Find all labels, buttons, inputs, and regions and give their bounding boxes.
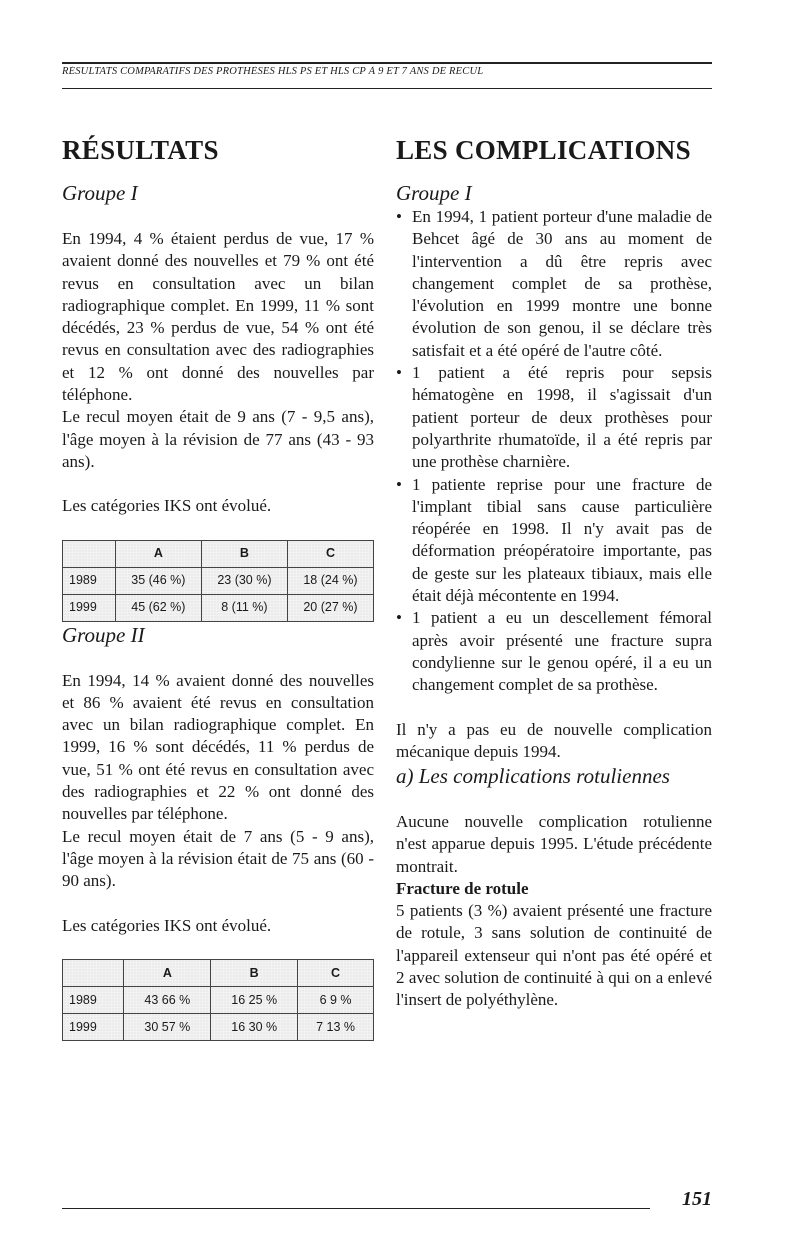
group1-paragraph-2: Le recul moyen était de 9 ans (7 - 9,5 ans), l'âge moyen à la révision de 77 ans (43 - 93 ans). <box>62 407 374 471</box>
table-cell: B <box>211 959 298 986</box>
table-cell: 20 (27 %) <box>287 594 373 621</box>
table-header-row <box>63 540 374 567</box>
table-row <box>63 986 374 1013</box>
table-cell: 8 (11 %) <box>201 594 287 621</box>
group2-heading: Groupe II <box>62 622 145 647</box>
footer-rule <box>62 1208 650 1209</box>
table-cell: 16 30 % <box>211 1013 298 1040</box>
table-cell <box>63 540 116 567</box>
group1-paragraph-1: En 1994, 4 % étaient perdus de vue, 17 % avaient donné des nouvelles et 79 % ont été revus en consultation avec un bilan radiographique complet. En 1999, 11 % sont décédés, 23 % perdus de vue, 54 % ont été revus en consultation avec des radiographies et 12 % ont donné des nouvelles par téléphone. <box>62 229 374 405</box>
table-cell: 1999 <box>63 594 116 621</box>
patella-fracture-paragraph: 5 patients (3 %) avaient présenté une fracture de rotule, 3 sans solution de continuité de l'appareil extenseur qui n'ont pas été opéré et 2 avec solution de continuité à qui on a enlevé l'insert de polyéthylène. <box>396 901 712 1010</box>
table-cell: 1999 <box>63 1013 124 1040</box>
table-cell: A <box>124 959 211 986</box>
list-item: • En 1994, 1 patient porteur d'une maladie de Behcet âgé de 30 ans au moment de l'intervention a dû être repris avec changement complet de sa prothèse, l'évolution en 1999 montre une bonne évolution de son genou, il se déclare très satisfait et a été opéré de l'autre côté. <box>396 206 712 362</box>
complications-group1-heading: Groupe I <box>396 181 472 205</box>
table-row <box>63 567 374 594</box>
table-cell <box>63 959 124 986</box>
patella-fracture-heading: Fracture de rotule <box>396 879 529 899</box>
group1-heading: Groupe I <box>62 181 138 205</box>
group2-paragraph-1: En 1994, 14 % avaient donné des nouvelles et 86 % avaient été revus en consultation avec un bilan radiographique complet. En 1999, 16 % sont décédés, 11 % perdus de vue, 51 % ont été revus en consultation avec des radiographies et 22 % ont donné des nouvelles par téléphone. <box>62 670 374 824</box>
table-cell: 18 (24 %) <box>287 567 373 594</box>
list-item: • 1 patient a été repris pour sepsis hématogène en 1998, il s'agissait d'un patient porteur de deux prothèses pour polyarthrite rhumatoïde, il a été repris par une prothèse charnière. <box>396 362 712 473</box>
table-cell: 6 9 % <box>298 986 374 1013</box>
complications-list <box>396 206 712 697</box>
header-rule-bottom <box>62 88 712 89</box>
table-cell: 23 (30 %) <box>201 567 287 594</box>
table-row <box>63 594 374 621</box>
table-cell: 43 66 % <box>124 986 211 1013</box>
group1-iks-table <box>62 540 374 622</box>
table-cell: A <box>115 540 201 567</box>
group2-paragraph-3: Les catégories IKS ont évolué. <box>62 915 272 935</box>
table-cell: C <box>287 540 373 567</box>
header-rule-top <box>62 62 712 64</box>
left-column <box>62 130 374 1041</box>
table-cell: 1989 <box>63 567 116 594</box>
table-header-row <box>63 959 374 986</box>
table-cell: 45 (62 %) <box>115 594 201 621</box>
table-cell: 16 25 % <box>211 986 298 1013</box>
running-head: RÉSULTATS COMPARATIFS DES PROTHÈSES HLS PS ET HLS CP À 9 ET 7 ANS DE RECUL <box>62 66 484 77</box>
table-cell: B <box>201 540 287 567</box>
group1-paragraph-3: Les catégories IKS ont évolué. <box>62 496 272 516</box>
right-column <box>396 130 712 1012</box>
list-item: • 1 patient a eu un descellement fémoral après avoir présenté une fracture supra condylienne sur le genou opéré, il a eu un changement complet de sa prothèse. <box>396 607 712 696</box>
table-cell: 1989 <box>63 986 124 1013</box>
table-cell: C <box>298 959 374 986</box>
patellar-complications-paragraph: Aucune nouvelle complication rotulienne n'est apparue depuis 1995. L'étude précédente montrait. <box>396 812 712 876</box>
section-title-resultats: RÉSULTATS <box>62 135 219 165</box>
table-cell: 7 13 % <box>298 1013 374 1040</box>
table-row <box>63 1013 374 1040</box>
group2-iks-table <box>62 959 374 1041</box>
section-title-complications: LES COMPLICATIONS <box>396 135 691 165</box>
table-cell: 30 57 % <box>124 1013 211 1040</box>
patellar-complications-heading: a) Les complications rotuliennes <box>396 764 670 789</box>
no-new-complication-paragraph: Il n'y a pas eu de nouvelle complication mécanique depuis 1994. <box>396 719 712 761</box>
list-item: • 1 patiente reprise pour une fracture de l'implant tibial sans cause particulière réopérée en 1998. Il n'y avait pas de déformation préopératoire importante, pas de geste sur les plateaux tibiaux, mais elle était déjà mécontente en 1994. <box>396 474 712 608</box>
page-number: 151 <box>682 1188 712 1210</box>
table-cell: 35 (46 %) <box>115 567 201 594</box>
group2-paragraph-2: Le recul moyen était de 7 ans (5 - 9 ans), l'âge moyen à la révision était de 75 ans (60 - 90 ans). <box>62 826 374 891</box>
